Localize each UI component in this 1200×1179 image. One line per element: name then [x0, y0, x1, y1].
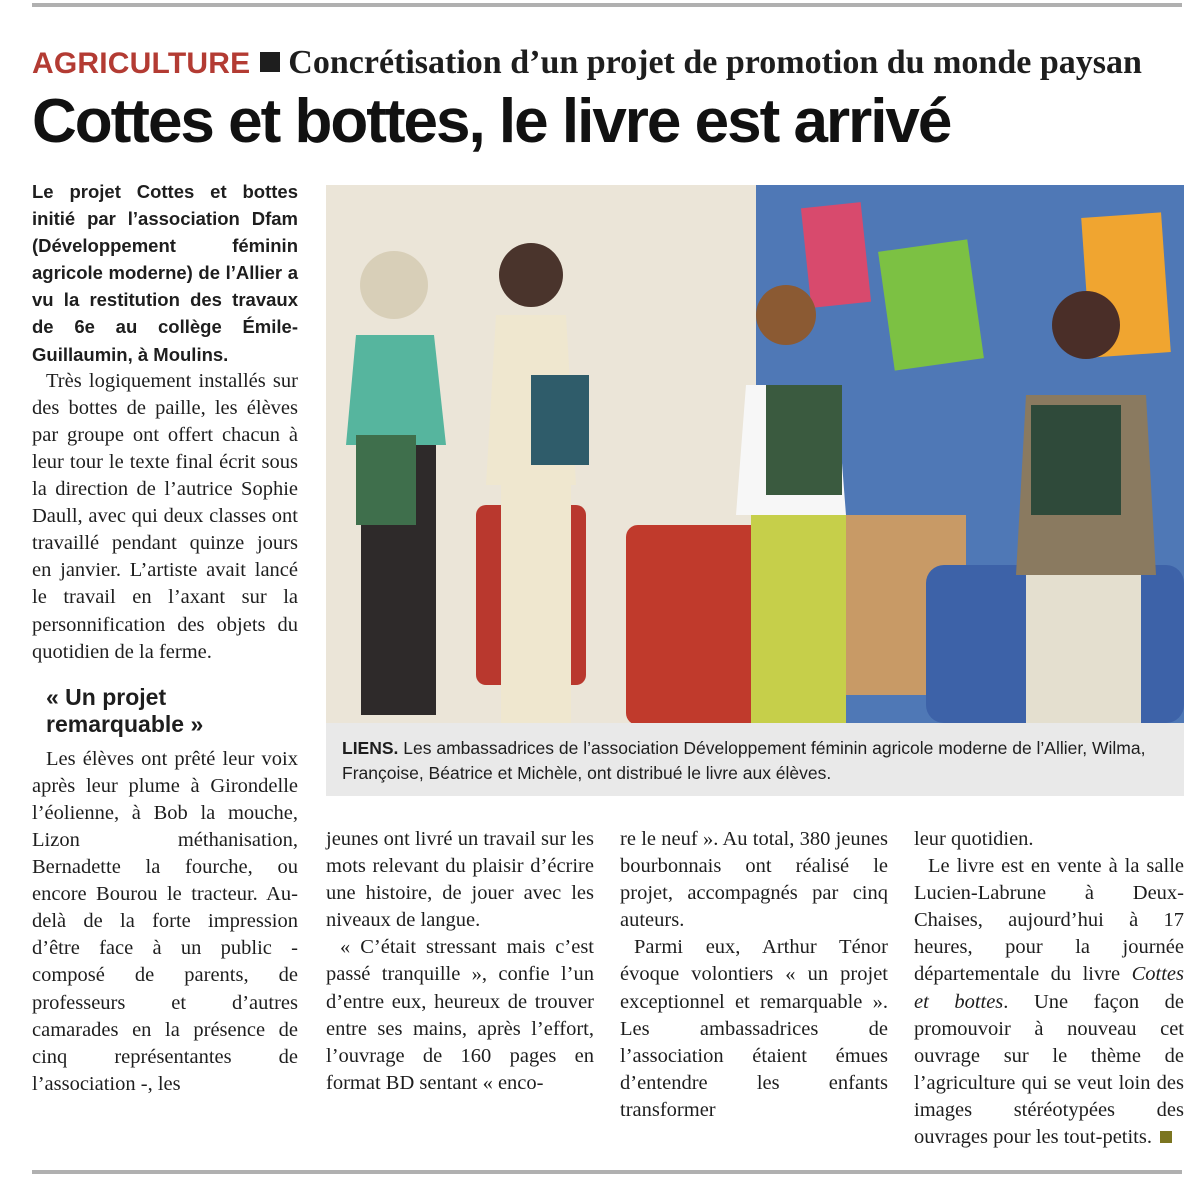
kicker-line — [32, 44, 1142, 82]
body-paragraph: re le neuf ». Au total, 380 jeunes bourbonnais ont réalisé le projet, accompagnés par cinq auteurs. — [620, 828, 888, 932]
column-3 — [620, 826, 888, 1124]
photo-illustration — [326, 185, 1184, 723]
column-1 — [32, 178, 298, 1098]
body-paragraph: Les élèves ont prêté leur voix après leur plume à Girondelle l’éolienne, à Bob la mouche, Lizon méthanisation, Bernadette la fourche, ou encore Bourou le tracteur. Au-delà de la forte impression d’être face à un public - composé de parents, de professeurs et d’autres camarades en la présence de cinq représentantes de l’association -, les — [32, 747, 298, 1095]
bottom-rule — [32, 1170, 1182, 1174]
body-paragraph: Très logiquement installés sur des bottes de paille, les élèves par groupe ont offert chacun à leur tour le texte final écrit sous la direction de l’autrice Sophie Daull, avec qui deux classes ont travaillé pendant quinze jours en janvier. L’artiste avait lancé le travail en l’axant sur la personnification des objets du quotidien de la ferme. — [32, 369, 298, 663]
body-paragraph: jeunes ont livré un travail sur les mots relevant du plaisir d’écrire une histoire, de jouer avec les niveaux de langue. — [326, 828, 594, 932]
article-photo — [326, 185, 1184, 723]
top-rule — [32, 3, 1182, 7]
column-2 — [326, 826, 594, 1097]
photo-caption — [326, 723, 1184, 796]
headline: Cottes et bottes, le livre est arrivé — [32, 87, 951, 156]
section-label: AGRICULTURE — [32, 47, 251, 80]
body-text: . Une façon de promouvoir à nouveau cet ouvrage sur le thème de l’agriculture qui se veut loin des images stéréotypées des ouvrages pour les tout-petits. — [914, 990, 1185, 1149]
body-paragraph: « C’était stressant mais c’est passé tranquille », confie l’un d’entre eux, heureux de trouver entre ses mains, après l’effort, l’ouvrage de 160 pages en format BD sentant « enco- — [326, 936, 594, 1094]
separator-square-icon — [260, 52, 280, 72]
caption-text: Les ambassadrices de l’association Développement féminin agricole moderne de l’Allier, Wilma, Françoise, Béatrice et Michèle, ont distribué le livre aux élèves. — [342, 738, 1146, 783]
lead-paragraph: Le projet Cottes et bottes initié par l’association Dfam (Développement féminin agricole moderne) de l’Allier a vu la restitution des travaux de 6e au collège Émile-Guillaumin, à Moulins. — [32, 181, 298, 365]
body-paragraph: leur quotidien. — [914, 828, 1034, 850]
deck-subtitle: Concrétisation d’un projet de promotion du monde paysan — [288, 44, 1142, 81]
caption-label: LIENS. — [342, 738, 399, 758]
body-text: Le livre est en vente à la salle Lucien-Labrune à Deux-Chaises, aujourd’hui à 17 heures, pour la journée départementale du livre — [914, 855, 1184, 986]
end-mark-icon — [1160, 1131, 1172, 1143]
column-4 — [914, 826, 1184, 1151]
body-paragraph — [914, 853, 1184, 1151]
body-paragraph: Parmi eux, Arthur Ténor évoque volontiers « un projet exceptionnel et remarquable ». Les ambassadrices de l’association étaient émues d’entendre les enfants transformer — [620, 936, 888, 1121]
book-title: Cottes et bottes — [914, 963, 1184, 1013]
subheading: « Un projet remarquable » — [46, 683, 204, 737]
